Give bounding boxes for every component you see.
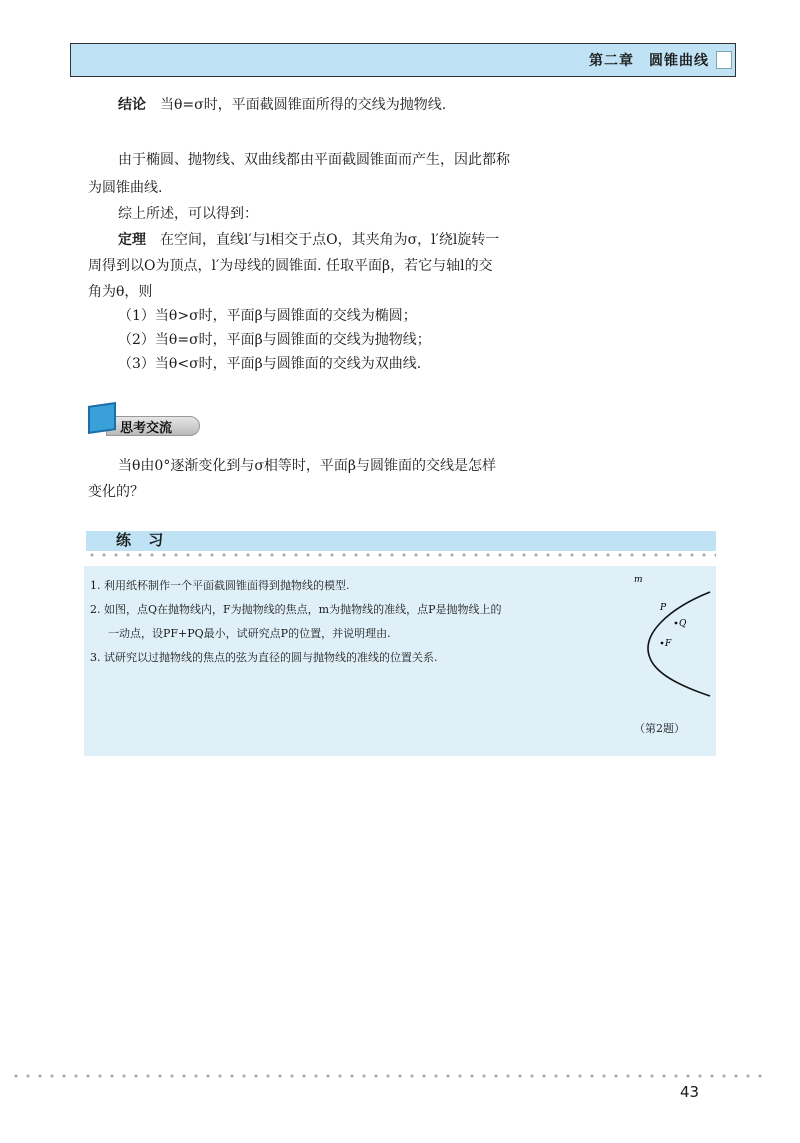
theorem-item: （1）当θ>σ时，平面β与圆锥面的交线为椭圆； [118, 308, 417, 324]
paragraph-line: 为圆锥曲线. [88, 180, 163, 196]
chapter-title: 第二章 圆锥曲线 [589, 53, 709, 69]
theorem-item: （3）当θ<σ时，平面β与圆锥面的交线为双曲线. [118, 356, 422, 372]
dotted-divider [86, 553, 716, 557]
paragraph-line: 由于椭圆、抛物线、双曲线都由平面截圆锥面而产生，因此都称 [118, 152, 510, 168]
header-square-icon [716, 51, 732, 69]
exercise-header-bar [86, 531, 716, 551]
theorem-text: 在空间，直线l′与l相交于点O，其夹角为σ，l′绕l旋转一 [160, 232, 500, 248]
paragraph-line: 综上所述，可以得到： [118, 206, 258, 222]
theorem-line: 周得到以O为顶点，l′为母线的圆锥面. 任取平面β，若它与轴l的交 [88, 258, 493, 274]
conclusion-text: 当θ=σ时，平面截圆锥面所得的交线为抛物线. [160, 97, 447, 113]
exercise-item: 2. 如图，点Q在抛物线内，F为抛物线的焦点，m为抛物线的准线，点P是抛物线上的 [90, 603, 502, 616]
think-line: 变化的？ [88, 484, 144, 500]
chapter-header-bar [70, 43, 736, 77]
theorem-label: 定理 [118, 232, 146, 248]
think-exchange-badge [88, 402, 200, 438]
point-q-dot [675, 622, 678, 625]
parabola-curve [648, 592, 710, 696]
focus-label: F [665, 639, 672, 649]
cube-icon [88, 402, 116, 434]
theorem-line: 角为θ，则 [88, 284, 153, 300]
conclusion-line [118, 91, 446, 119]
theorem-item: （2）当θ=σ时，平面β与圆锥面的交线为抛物线； [118, 332, 431, 348]
point-q-label: Q [679, 619, 687, 629]
page-number: 43 [680, 1083, 700, 1101]
exercise-item: 3. 试研究以过抛物线的焦点的弦为直径的圆与抛物线的准线的位置关系. [90, 651, 438, 664]
footer-dots [10, 1074, 770, 1078]
parabola-figure [630, 572, 714, 712]
exercise-title: 练 习 [116, 531, 170, 549]
directrix-label: m [634, 575, 643, 585]
think-label: 思考交流 [120, 421, 173, 436]
think-line: 当θ由0°逐渐变化到与σ相等时，平面β与圆锥面的交线是怎样 [118, 458, 496, 474]
conclusion-label: 结论 [118, 97, 146, 113]
focus-dot [661, 642, 664, 645]
exercise-item: 1. 利用纸杯制作一个平面截圆锥面得到抛物线的模型. [90, 579, 350, 592]
point-p-label: P [660, 603, 667, 613]
figure-caption: （第2题） [634, 722, 685, 735]
exercise-item: 一动点，设PF+PQ最小，试研究点P的位置，并说明理由. [108, 627, 391, 640]
theorem-line [118, 226, 499, 254]
